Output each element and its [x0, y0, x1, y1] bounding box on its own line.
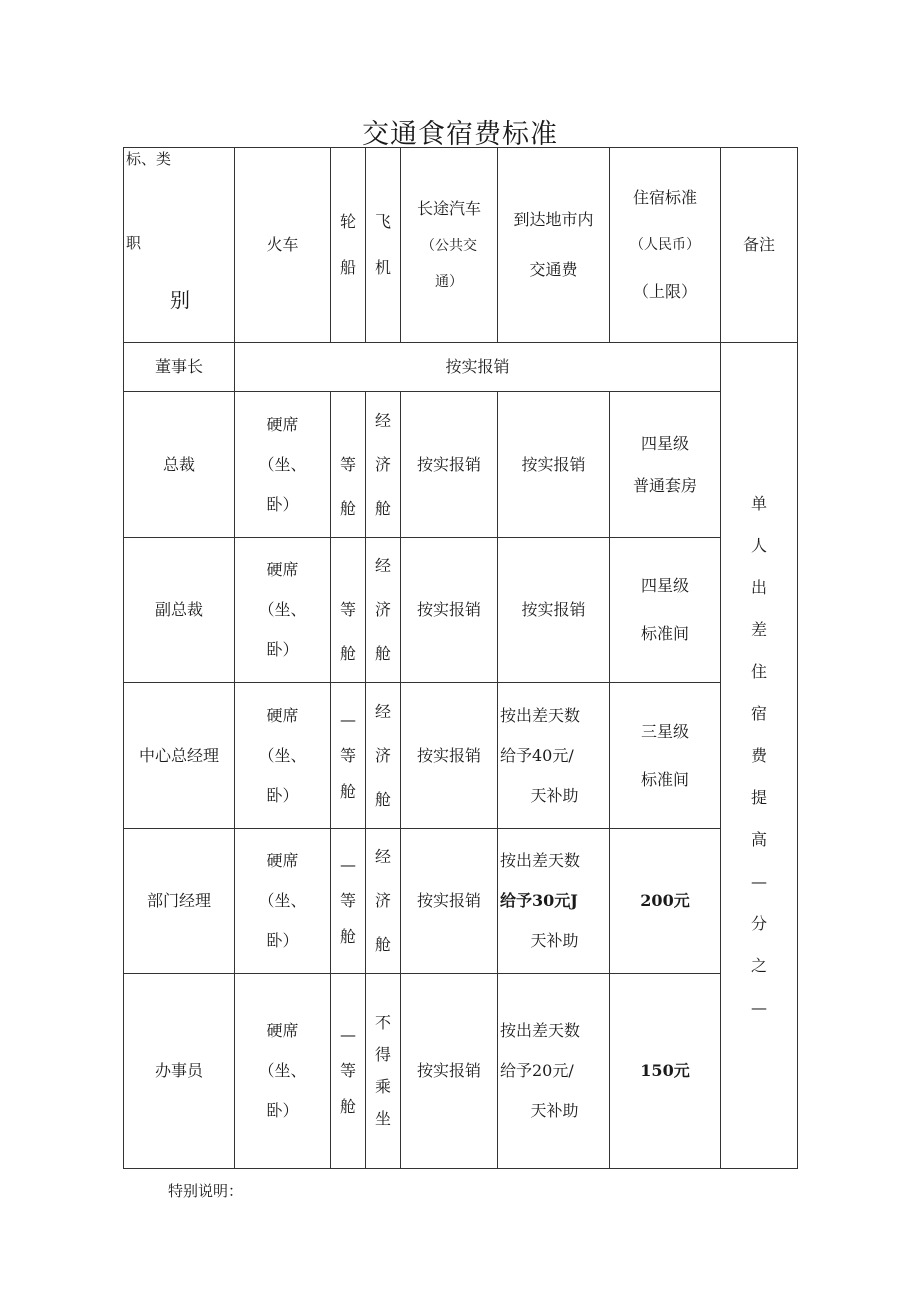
- remark-char: 出: [750, 577, 767, 597]
- header-hotel-1: 住宿标准: [632, 188, 697, 207]
- train-cell: [235, 829, 331, 974]
- header-remark: 备注: [721, 148, 798, 343]
- ship-line: 等: [339, 1061, 356, 1080]
- train-cell: [235, 974, 331, 1169]
- table-row: [124, 343, 798, 392]
- plane-line: 经: [374, 556, 391, 575]
- header-plane-2: 机: [374, 258, 391, 277]
- hotel-cell: [610, 538, 721, 683]
- plane-line: 坐: [374, 1109, 391, 1128]
- header-plane: [366, 148, 401, 343]
- ship-line: 等: [339, 891, 356, 910]
- table-row: [124, 974, 798, 1169]
- hotel-line: 标准间: [640, 769, 689, 789]
- role-cell: 办事员: [124, 974, 235, 1169]
- remark-char: 人: [750, 535, 767, 555]
- plane-line: 济: [374, 891, 391, 910]
- plane-cell: [366, 683, 401, 829]
- header-city-1: 到达地市内: [513, 210, 594, 229]
- remark-char: —: [751, 871, 767, 891]
- header-train: 火车: [235, 148, 331, 343]
- train-cell: [235, 538, 331, 683]
- corner-label-1: 标、类: [126, 150, 172, 168]
- plane-line: 经: [374, 847, 391, 866]
- remark-cell: [721, 343, 798, 1169]
- standards-table: [123, 147, 798, 1169]
- remark-char: 单: [750, 493, 767, 513]
- city-cell: 按实报销: [498, 538, 610, 683]
- bus-cell: 按实报销: [401, 829, 498, 974]
- header-city: [498, 148, 610, 343]
- corner-label-3: 别: [170, 288, 190, 312]
- city-line: 按出差天数: [500, 851, 581, 870]
- plane-line: 舱: [374, 789, 391, 809]
- plane-line: 济: [374, 454, 391, 474]
- plane-line: 经: [374, 410, 391, 430]
- ship-cell: [331, 974, 366, 1169]
- train-line: 硬席: [266, 705, 299, 725]
- table-row: [124, 683, 798, 829]
- bus-cell: 按实报销: [401, 392, 498, 538]
- ship-line: 舱: [339, 644, 356, 663]
- city-cell: 按实报销: [498, 392, 610, 538]
- ship-line: —: [340, 709, 356, 729]
- ship-line: —: [340, 1025, 356, 1044]
- hotel-line: 四星级: [640, 576, 689, 595]
- hotel-cell: 150元: [610, 974, 721, 1169]
- header-ship-1: 轮: [339, 212, 356, 231]
- header-bus-3: 通）: [435, 274, 463, 290]
- ship-line: 等: [339, 600, 356, 619]
- hotel-cell: 200元: [610, 829, 721, 974]
- ship-cell: [331, 683, 366, 829]
- role-cell: 中心总经理: [124, 683, 235, 829]
- header-bus-2: （公共交: [421, 238, 477, 254]
- city-line: 给予40元/: [500, 745, 574, 765]
- plane-line: 舱: [374, 644, 391, 663]
- hotel-line: 普通套房: [632, 475, 697, 495]
- ship-cell: [331, 392, 366, 538]
- train-line: （坐、: [258, 600, 307, 619]
- city-cell: [498, 974, 610, 1169]
- remark-char: 之: [750, 955, 767, 975]
- city-line: 天补助: [530, 931, 579, 950]
- train-cell: [235, 392, 331, 538]
- train-line: （坐、: [258, 1061, 307, 1080]
- corner-label-2: 职: [126, 234, 142, 252]
- train-line: 硬席: [266, 1021, 299, 1040]
- table-row: [124, 538, 798, 683]
- header-hotel: [610, 148, 721, 343]
- role-cell: 部门经理: [124, 829, 235, 974]
- remark-char: 高: [750, 829, 767, 849]
- train-line: （坐、: [258, 891, 307, 910]
- train-line: 卧）: [266, 1101, 299, 1120]
- ship-line: 等: [339, 454, 356, 474]
- header-plane-1: 飞: [374, 212, 391, 231]
- train-line: 卧）: [266, 785, 299, 805]
- train-cell: [235, 683, 331, 829]
- header-hotel-2: （人民币）: [630, 237, 700, 253]
- role-cell: 董事长: [124, 343, 235, 392]
- remark-char: 住: [750, 661, 767, 681]
- train-line: （坐、: [258, 745, 307, 765]
- remark-char: 宿: [750, 703, 767, 723]
- plane-line: 经: [374, 701, 391, 721]
- table-row: [124, 392, 798, 538]
- header-bus: [401, 148, 498, 343]
- hotel-cell: [610, 683, 721, 829]
- bus-cell: 按实报销: [401, 538, 498, 683]
- ship-line: —: [340, 855, 356, 874]
- bus-cell: 按实报销: [401, 974, 498, 1169]
- page-title: 交通食宿费标准: [362, 119, 558, 150]
- city-line: 天补助: [530, 785, 579, 805]
- header-hotel-3: （上限）: [632, 282, 697, 301]
- plane-cell: [366, 829, 401, 974]
- city-line: 给予20元/: [500, 1061, 574, 1080]
- plane-cell: [366, 392, 401, 538]
- ship-line: 舱: [339, 781, 356, 801]
- header-city-2: 交通费: [529, 260, 578, 279]
- hotel-line: 标准间: [640, 624, 689, 643]
- plane-line: 舱: [374, 498, 391, 518]
- city-cell: [498, 829, 610, 974]
- plane-line: 乘: [374, 1077, 391, 1096]
- remark-char: 差: [750, 619, 767, 639]
- bus-cell: 按实报销: [401, 683, 498, 829]
- plane-cell: [366, 974, 401, 1169]
- train-line: （坐、: [258, 454, 307, 474]
- city-line: 给予30元J: [500, 891, 578, 910]
- hotel-line: 三星级: [640, 721, 689, 741]
- corner-header: [124, 148, 235, 343]
- city-cell: [498, 683, 610, 829]
- remark-char: 提: [750, 787, 767, 807]
- table-row: [124, 829, 798, 974]
- ship-line: 舱: [339, 1097, 356, 1116]
- ship-line: 等: [339, 745, 356, 765]
- remark-char: 分: [750, 913, 767, 933]
- ship-cell: [331, 829, 366, 974]
- ship-line: 舱: [339, 498, 356, 518]
- role-cell: 副总裁: [124, 538, 235, 683]
- ship-line: 舱: [339, 927, 356, 946]
- train-line: 硬席: [266, 414, 299, 434]
- train-line: 卧）: [266, 640, 299, 659]
- remark-char: —: [751, 997, 767, 1017]
- header-row: [124, 148, 798, 343]
- plane-line: 得: [374, 1045, 391, 1064]
- hotel-line: 四星级: [640, 433, 689, 453]
- train-line: 硬席: [266, 560, 299, 579]
- train-line: 卧）: [266, 494, 299, 514]
- footer-note: 特别说明：: [168, 1182, 244, 1200]
- remark-char: 费: [750, 745, 767, 765]
- city-line: 按出差天数: [500, 1021, 581, 1040]
- plane-line: 济: [374, 745, 391, 765]
- ship-cell: [331, 538, 366, 683]
- role-cell: 总裁: [124, 392, 235, 538]
- hotel-cell: [610, 392, 721, 538]
- plane-line: 济: [374, 600, 391, 619]
- city-line: 按出差天数: [500, 705, 581, 725]
- train-line: 硬席: [266, 851, 299, 870]
- header-bus-1: 长途汽车: [416, 199, 481, 218]
- plane-line: 舱: [374, 935, 391, 954]
- header-ship-2: 船: [339, 258, 356, 277]
- plane-line: 不: [374, 1013, 391, 1032]
- all-reimbursed-cell: 按实报销: [235, 343, 721, 392]
- plane-cell: [366, 538, 401, 683]
- header-ship: [331, 148, 366, 343]
- train-line: 卧）: [266, 931, 299, 950]
- city-line: 天补助: [530, 1101, 579, 1120]
